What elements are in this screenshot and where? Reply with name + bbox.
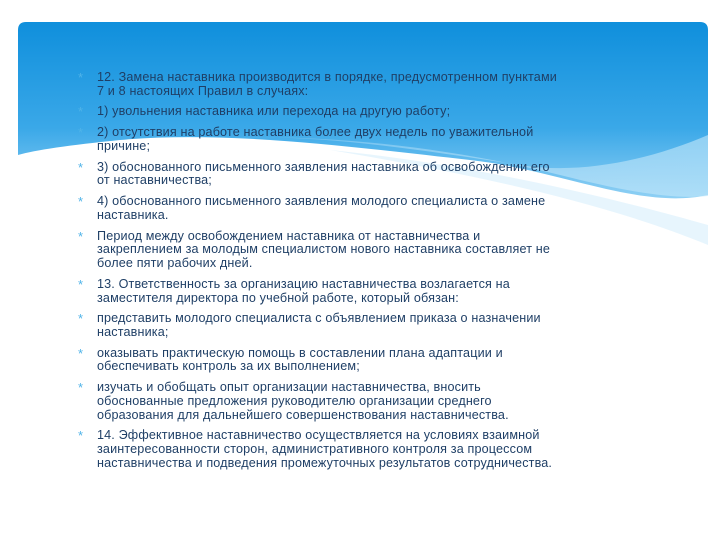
list-item-text-line: изучать и обобщать опыт организации наставничества, вносить: [97, 380, 481, 395]
list-item-text-line: 1) увольнения наставника или перехода на другую работу;: [97, 104, 451, 119]
asterisk-icon: *: [78, 276, 84, 292]
asterisk-icon: *: [78, 104, 84, 120]
asterisk-icon: *: [78, 125, 84, 141]
list-item-text-line: 7 и 8 настоящих Правил в случаях:: [97, 83, 309, 98]
list-item-text-line: 4) обоснованного письменного заявления молодого специалиста о замене: [97, 194, 546, 209]
list-item-text-line: 14. Эффективное наставничество осуществляется на условиях взаимной: [97, 428, 540, 443]
asterisk-icon: *: [78, 380, 84, 396]
list-item-text-line: образования для дальнейшего совершенствования наставничества.: [97, 407, 509, 422]
list-item-text-line: 12. Замена наставника производится в порядке, предусмотренном пунктами: [97, 70, 557, 84]
list-item: [78, 71, 698, 98]
list-item-text-line: наставничества и подведения промежуточных результатов сотрудничества.: [97, 455, 553, 470]
list-item-text-line: 2) отсутствия на работе наставника более двух недель по уважительной: [97, 125, 534, 140]
list-item-text-line: 3) обоснованного письменного заявления наставника об освобождении его: [97, 159, 550, 174]
list-item-text-line: обеспечивать контроль за их выполнением;: [97, 359, 360, 374]
list-item: [78, 105, 698, 119]
list-item: [78, 126, 698, 153]
list-item-text-line: представить молодого специалиста с объявлением приказа о назначении: [97, 311, 541, 326]
asterisk-icon: *: [78, 194, 84, 210]
list-item-text-line: Период между освобождением наставника от наставничества и: [97, 228, 481, 243]
list-item-text-line: обоснованные предложения руководителю организации среднего: [97, 393, 492, 408]
list-item-text-line: от наставничества;: [97, 173, 212, 188]
list-item: [78, 230, 698, 271]
list-item: [78, 347, 698, 374]
list-item-text-line: заместителя директора по учебной работе, который обязан:: [97, 290, 459, 305]
list-item-text-line: наставника;: [97, 324, 169, 339]
asterisk-icon: *: [78, 428, 84, 444]
list-item-text-line: 13. Ответственность за организацию наставничества возлагается на: [97, 276, 510, 291]
asterisk-icon: *: [78, 345, 84, 361]
slide-bullet-list: [78, 71, 698, 478]
list-item: [78, 195, 698, 222]
list-item-text-line: наставника.: [97, 207, 169, 222]
list-item: [78, 381, 698, 422]
asterisk-icon: *: [78, 159, 84, 175]
list-item-text-line: более пяти рабочих дней.: [97, 256, 253, 271]
list-item: [78, 278, 698, 305]
list-item: [78, 161, 698, 188]
asterisk-icon: *: [78, 311, 84, 327]
list-item: [78, 429, 698, 470]
asterisk-icon: *: [78, 228, 84, 244]
list-item-text-line: закреплением за молодым специалистом нового наставника составляет не: [97, 242, 551, 257]
list-item: [78, 312, 698, 339]
asterisk-icon: *: [78, 70, 84, 85]
list-item-text-line: оказывать практическую помощь в составлении плана адаптации и: [97, 345, 503, 360]
list-item-text-line: причине;: [97, 138, 151, 153]
list-item-text-line: заинтересованности сторон, административного контроля за процессом: [97, 442, 533, 457]
